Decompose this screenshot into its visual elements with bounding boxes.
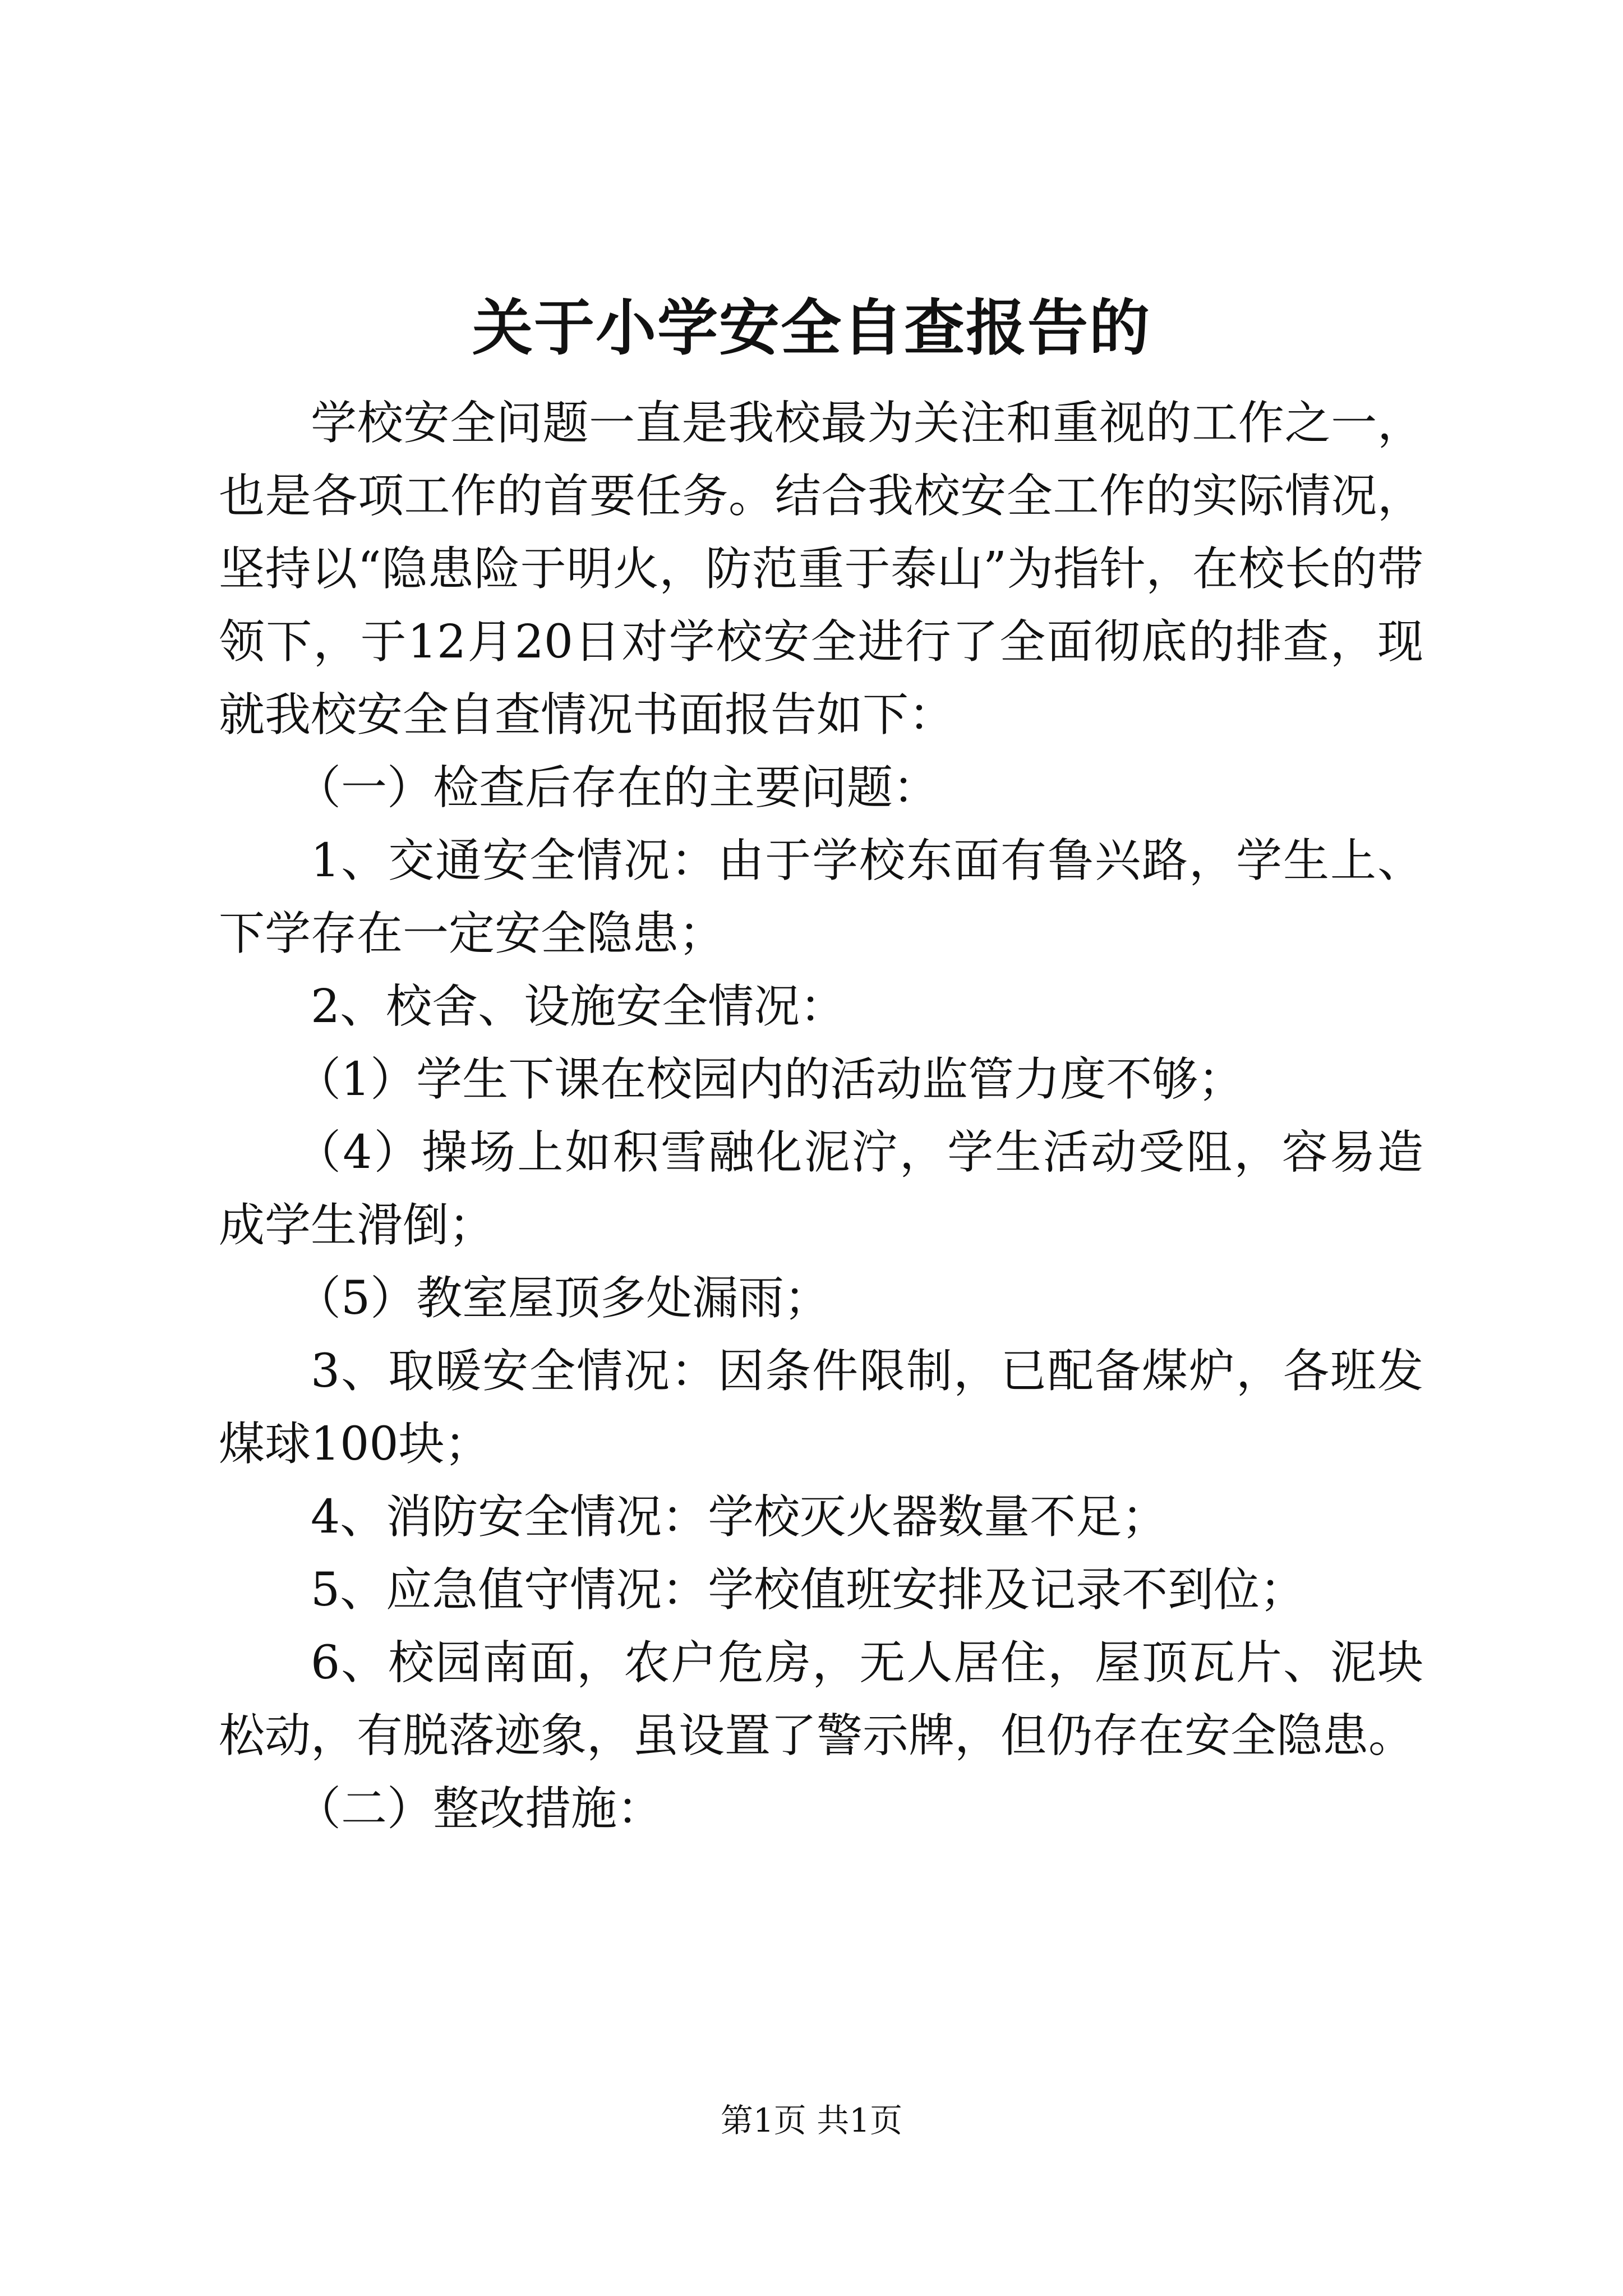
document-body [219, 387, 1423, 1846]
subitem-5-roof-leak: （5）教室屋顶多处漏雨； [295, 1272, 831, 1325]
page-footer: 第1页 共1页 [720, 2101, 903, 2139]
item-heating-safety: 3、取暖安全情况：因条件限制，已配备煤炉，各班发煤球100块； [219, 1345, 1423, 1471]
item-fire-safety: 4、消防安全情况：学校灭火器数量不足； [311, 1490, 1168, 1544]
item-traffic-safety: 1、交通安全情况：由于学校东面有鲁兴路，学生上、下学存在一定安全隐患； [219, 834, 1423, 960]
subitem-4-playground: （4）操场上如积雪融化泥泞，学生活动受阻，容易造成学生滑倒； [219, 1126, 1423, 1252]
item-dangerous-house: 6、校园南面，农户危房，无人居住，屋顶瓦片、泥块松动，有脱落迹象，虽设置了警示牌，但仍存在安全隐患。 [219, 1636, 1423, 1763]
section-heading-measures: （二）整改措施： [295, 1782, 663, 1835]
item-building-safety: 2、校舍、设施安全情况： [311, 980, 846, 1033]
subitem-1-supervision: （1）学生下课在校园内的活动监管力度不够； [295, 1053, 1244, 1106]
intro-paragraph: 学校安全问题一直是我校最为关注和重视的工作之一，也是各项工作的首要任务。结合我校安全工作的实际情况，坚持以“隐患险于明火，防范重于泰山”为指针，在校长的带领下，于12月20日对学校安全进行了全面彻底的排查，现就我校安全自查情况书面报告如下： [219, 397, 1423, 742]
section-heading-problems: （一）检查后存在的主要问题： [295, 761, 939, 815]
item-emergency-duty: 5、应急值守情况：学校值班安排及记录不到位； [311, 1563, 1306, 1617]
document-title: 关于小学安全自查报告的 [472, 293, 1151, 364]
